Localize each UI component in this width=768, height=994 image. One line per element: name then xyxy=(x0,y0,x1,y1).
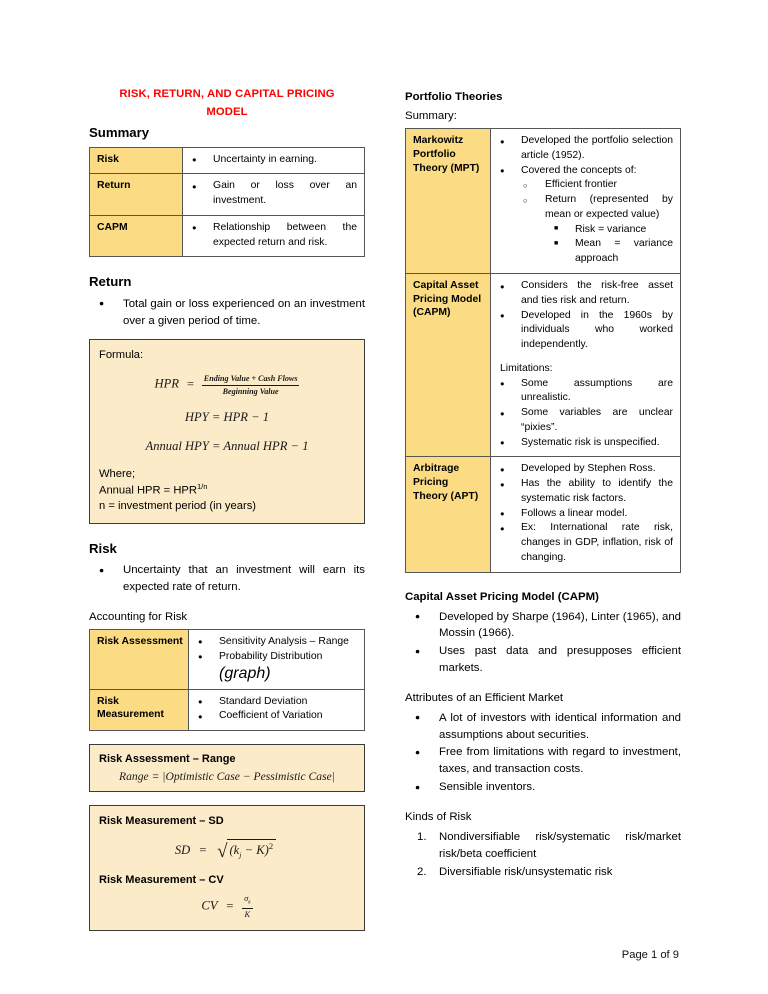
list-item: ● Relationship between the expected return and risk. xyxy=(183,221,357,251)
list-item: ● Gain or loss over an investment. xyxy=(183,179,357,209)
list-item: Diversifiable risk/unsystematic risk xyxy=(439,865,613,878)
document-title-line2: MODEL xyxy=(206,105,248,118)
cv-eq: = xyxy=(225,898,234,913)
theory-body-capm xyxy=(491,274,681,457)
accounting-risk-table xyxy=(89,629,365,731)
risk-assessment-note: (graph) xyxy=(219,664,271,682)
theory-term-mpt: Markowitz Portfolio Theory (MPT) xyxy=(406,129,491,274)
table-row xyxy=(90,147,365,174)
summary-def-capm xyxy=(183,215,365,257)
portfolio-theories-table xyxy=(405,128,681,573)
summary-term-return: Return xyxy=(90,174,183,216)
sd-lhs: SD xyxy=(174,842,191,857)
list-item: ● A lot of investors with identical information and assumptions about securities. xyxy=(405,710,681,744)
hpr-fraction xyxy=(202,374,300,395)
list-item: ● Ex: International rate risk, changes in GDP, inflation, risk of changing. xyxy=(491,521,673,565)
list-item xyxy=(517,193,673,267)
sd-formula xyxy=(99,838,355,860)
summary-term-capm: CAPM xyxy=(90,215,183,257)
sd-exponent: 2 xyxy=(268,840,274,851)
portfolio-summary-label: Summary: xyxy=(405,109,457,122)
return-points xyxy=(89,296,365,330)
hpr-eq: = xyxy=(186,376,195,391)
cv-numerator xyxy=(242,894,252,908)
summary-table xyxy=(89,147,365,258)
risk-measurement-points xyxy=(189,689,365,731)
summary-term-risk: Risk xyxy=(90,147,183,174)
cv-sigma: σ xyxy=(244,894,249,904)
list-item: ● Uncertainty that an investment will earn its expected rate of return. xyxy=(89,562,365,596)
list-item: ● Follows a linear model. xyxy=(491,507,673,522)
table-row xyxy=(406,274,681,457)
measurement-formula-box xyxy=(89,805,365,931)
list-item: ● Some assumptions are unrealistic. xyxy=(491,377,673,407)
accounting-heading: Accounting for Risk xyxy=(89,610,188,623)
return-formula-box xyxy=(89,339,365,523)
list-item: Nondiversifiable risk/systematic risk/market risk/beta coefficient xyxy=(439,831,681,860)
theory-term-apt: Arbitrage Pricing Theory (APT) xyxy=(406,457,491,572)
list-item-text: Probability Distribution xyxy=(219,650,323,662)
summary-def-return xyxy=(183,174,365,216)
hpr-denominator: Beginning Value xyxy=(222,386,279,396)
formula-label: Formula: xyxy=(99,349,144,362)
list-item: ● Uncertainty in earning. xyxy=(183,153,357,168)
sd-title: Risk Measurement – SD xyxy=(99,814,224,827)
capm-section-heading: Capital Asset Pricing Model (CAPM) xyxy=(405,590,599,603)
sqrt-icon: √ $(k_j - K)^2$ xyxy=(215,838,279,860)
sd-eq: = xyxy=(198,842,207,857)
list-item: ● Standard Deviation xyxy=(189,695,357,710)
document-title-line1: RISK, RETURN, AND CAPITAL PRICING xyxy=(119,88,335,100)
portfolio-theories-heading: Portfolio Theories xyxy=(405,91,503,103)
list-item: ■ Mean = variance approach xyxy=(547,237,673,267)
hpy-formula: HPY = HPR − 1 xyxy=(184,409,270,424)
table-row xyxy=(90,174,365,216)
risk-assessment-points xyxy=(189,629,365,689)
risk-points xyxy=(89,562,365,596)
capm-points xyxy=(405,609,681,677)
list-item: ● Considers the risk-free asset and ties risk and return. xyxy=(491,279,673,309)
summary-def-risk xyxy=(183,147,365,174)
list-item: ○ Efficient frontier xyxy=(517,178,673,193)
list-item: ● Uses past data and presupposes efficient markets. xyxy=(405,643,681,677)
sd-inner: (k xyxy=(229,842,240,857)
table-row xyxy=(406,457,681,572)
document-title xyxy=(89,86,365,121)
cv-denominator: K xyxy=(244,909,251,919)
list-item: ● Systematic risk is unspecified. xyxy=(491,436,673,451)
where-line-1-text: Annual HPR = HPR xyxy=(99,484,197,497)
theory-term-capm: Capital Asset Pricing Model (CAPM) xyxy=(406,274,491,457)
table-row xyxy=(406,129,681,274)
list-item: ● Developed the portfolio selection article (1952). xyxy=(491,134,673,164)
summary-heading: Summary xyxy=(89,125,150,140)
list-item: ● Coefficient of Variation xyxy=(189,709,357,724)
capm-limitations-label: Limitations: xyxy=(500,362,553,374)
list-item: ● Total gain or loss experienced on an investment over a given period of time. xyxy=(89,296,365,330)
sd-mid: − K) xyxy=(241,842,269,857)
cv-title: Risk Measurement – CV xyxy=(99,874,224,887)
table-row xyxy=(90,215,365,257)
list-item xyxy=(189,650,357,665)
theory-body-apt xyxy=(491,457,681,572)
return-heading: Return xyxy=(89,274,132,290)
hpr-formula xyxy=(99,374,355,395)
range-box-title: Risk Assessment – Range xyxy=(99,753,236,766)
where-line-1 xyxy=(99,482,355,499)
cv-sigma-subscript: k xyxy=(248,899,251,906)
left-column xyxy=(89,86,365,931)
risk-assessment-term: Risk Assessment xyxy=(90,629,189,689)
annual-hpy-formula: Annual HPY = Annual HPR − 1 xyxy=(145,438,309,453)
where-label: Where; xyxy=(99,467,136,480)
list-item: ● Developed by Stephen Ross. xyxy=(491,462,673,477)
list-item xyxy=(491,164,673,267)
list-item: ● Sensitivity Analysis – Range xyxy=(189,635,357,650)
list-item: ● Free from limitations with regard to investment, taxes, and transaction costs. xyxy=(405,744,681,778)
cv-formula xyxy=(99,894,355,919)
theory-body-mpt xyxy=(491,129,681,274)
where-line-2: n = investment period (in years) xyxy=(99,499,257,512)
list-item: ■ Risk = variance xyxy=(547,223,673,238)
range-formula-box xyxy=(89,744,365,792)
where-line-1-exponent: 1/n xyxy=(196,481,208,491)
list-item-text: ○ Return (represented by mean or expected value) xyxy=(545,194,673,220)
right-column xyxy=(405,86,681,881)
risk-measurement-term: Risk Measurement xyxy=(90,689,189,731)
efficient-market-points xyxy=(405,710,681,796)
list-item: ● Has the ability to identify the systematic risk factors. xyxy=(491,477,673,507)
hpr-lhs: HPR xyxy=(154,376,179,391)
sd-subscript: j xyxy=(239,850,242,860)
cv-fraction xyxy=(242,894,252,919)
kinds-of-risk-points xyxy=(405,829,681,880)
efficient-market-heading: Attributes of an Efficient Market xyxy=(405,691,564,704)
hpr-numerator: Ending Value + Cash Flows xyxy=(202,374,300,385)
list-item: ● Some variables are unclear “pixies”. xyxy=(491,406,673,436)
range-formula: Range = |Optimistic Case − Pessimistic Case| xyxy=(119,769,335,783)
list-item: ● Developed in the 1960s by individuals who worked independently. xyxy=(491,309,673,353)
table-row xyxy=(90,689,365,731)
list-item: ● Sensible inventors. xyxy=(405,779,681,796)
risk-heading: Risk xyxy=(89,540,117,556)
kinds-of-risk-heading: Kinds of Risk xyxy=(405,810,472,823)
cv-lhs: CV xyxy=(201,898,218,913)
table-row xyxy=(90,629,365,689)
list-item: ● Developed by Sharpe (1964), Linter (1965), and Mossin (1966). xyxy=(405,609,681,643)
list-item-text: ● Covered the concepts of: xyxy=(521,164,637,176)
page-footer: Page 1 of 9 xyxy=(621,949,679,961)
